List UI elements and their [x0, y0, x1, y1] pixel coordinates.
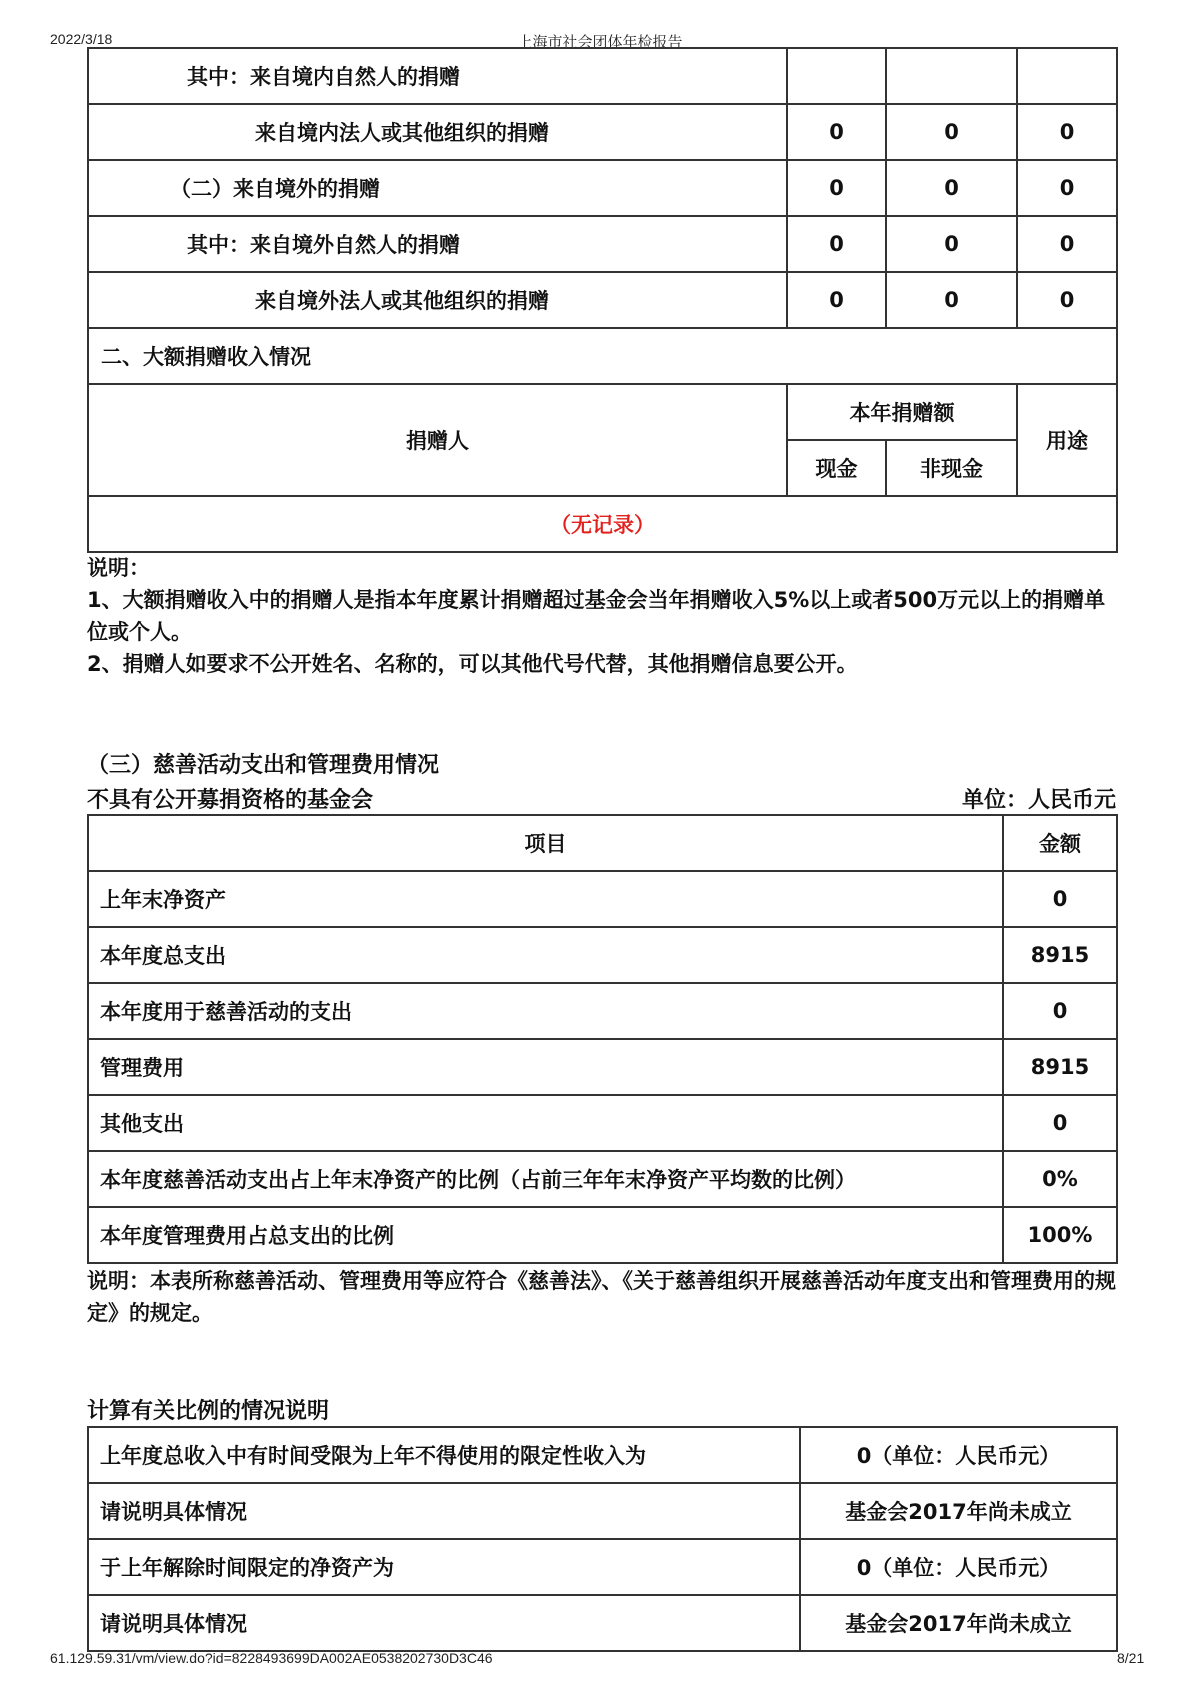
no-record-text: （无记录） [88, 496, 1117, 552]
section-header-row [88, 328, 1117, 384]
row-value: 基金会2017年尚未成立 [800, 1483, 1117, 1539]
row-label: 本年度慈善活动支出占上年末净资产的比例（占前三年年末净资产平均数的比例） [88, 1151, 1003, 1207]
row-amount: 0 [1003, 1095, 1117, 1151]
cell-value: 0 [886, 216, 1017, 272]
row-label: 本年度管理费用占总支出的比例 [88, 1207, 1003, 1263]
cell-value [1017, 48, 1117, 104]
cell-value: 0 [886, 272, 1017, 328]
cell-value: 0 [886, 104, 1017, 160]
row-value: 基金会2017年尚未成立 [800, 1595, 1117, 1651]
print-date: 2022/3/18 [50, 31, 113, 47]
row-amount: 8915 [1003, 927, 1117, 983]
header-row [88, 815, 1117, 871]
col-usage: 用途 [1017, 384, 1117, 496]
large-donation-title: 二、大额捐赠收入情况 [88, 328, 1117, 384]
cell-value: 0 [787, 216, 886, 272]
row-label: （二）来自境外的捐赠 [88, 160, 787, 216]
charity-section-subtitle: 不具有公开募捐资格的基金会 [87, 788, 374, 813]
row-label: 请说明具体情况 [88, 1595, 800, 1651]
row-amount: 8915 [1003, 1039, 1117, 1095]
col-amount: 金额 [1003, 815, 1117, 871]
charity-note: 说明：本表所称慈善活动、管理费用等应符合《慈善法》、《关于慈善组织开展慈善活动年度支出和管理费用的规定》的规定。 [87, 1269, 1116, 1325]
row-label: 上年度总收入中有时间受限为上年不得使用的限定性收入为 [88, 1427, 800, 1483]
col-year-amount: 本年捐赠额 [787, 384, 1017, 440]
cell-value: 0 [787, 104, 886, 160]
donation-notes [87, 552, 1117, 680]
cell-value: 0 [787, 160, 886, 216]
footer-url: 61.129.59.31/vm/view.do?id=8228493699DA002AE0538202730D3C46 [50, 1650, 493, 1666]
row-value: 0（单位：人民币元） [800, 1427, 1117, 1483]
col-noncash: 非现金 [886, 440, 1017, 496]
table-row [88, 871, 1117, 927]
cell-value: 0 [1017, 272, 1117, 328]
report-title: 上海市社会团体年检报告 [517, 33, 683, 51]
cell-value: 0 [1017, 160, 1117, 216]
cell-value [787, 48, 886, 104]
cell-value: 0 [787, 272, 886, 328]
row-label: 上年末净资产 [88, 871, 1003, 927]
table-row [88, 983, 1117, 1039]
row-amount: 0% [1003, 1151, 1117, 1207]
table-row [88, 104, 1117, 160]
row-amount: 100% [1003, 1207, 1117, 1263]
row-label: 请说明具体情况 [88, 1483, 800, 1539]
row-label: 于上年解除时间限定的净资产为 [88, 1539, 800, 1595]
ratio-explanation-table [87, 1426, 1118, 1652]
col-item: 项目 [88, 815, 1003, 871]
row-value: 0（单位：人民币元） [800, 1539, 1117, 1595]
table-row [88, 1039, 1117, 1095]
notes-item-1: 1、大额捐赠收入中的捐赠人是指本年度累计捐赠超过基金会当年捐赠收入5%以上或者500万元以上的捐赠单位或个人。 [87, 588, 1106, 644]
row-label: 其中：来自境外自然人的捐赠 [88, 216, 787, 272]
notes-item-2: 2、捐赠人如要求不公开姓名、名称的，可以其他代号代替，其他捐赠信息要公开。 [87, 652, 858, 676]
table-row [88, 1207, 1117, 1263]
unit-label: 单位：人民币元 [961, 788, 1116, 813]
cell-value: 0 [886, 160, 1017, 216]
row-amount: 0 [1003, 983, 1117, 1039]
table-row [88, 160, 1117, 216]
row-label: 管理费用 [88, 1039, 1003, 1095]
charity-expense-table [87, 814, 1118, 1264]
col-donor: 捐赠人 [88, 384, 787, 496]
table-row [88, 48, 1117, 104]
row-label: 来自境外法人或其他组织的捐赠 [88, 272, 787, 328]
table-row [88, 1539, 1117, 1595]
table-row [88, 1151, 1117, 1207]
row-label: 本年度总支出 [88, 927, 1003, 983]
row-amount: 0 [1003, 871, 1117, 927]
col-cash: 现金 [787, 440, 886, 496]
table-row [88, 216, 1117, 272]
cell-value: 0 [1017, 104, 1117, 160]
cell-value: 0 [1017, 216, 1117, 272]
notes-title: 说明： [87, 556, 150, 580]
header-row [88, 384, 1117, 440]
table-row [88, 1595, 1117, 1651]
charity-section-title: （三）慈善活动支出和管理费用情况 [87, 753, 440, 778]
table-row [88, 496, 1117, 552]
cell-value [886, 48, 1017, 104]
ratio-section-title: 计算有关比例的情况说明 [87, 1399, 330, 1424]
table-row [88, 1483, 1117, 1539]
table-row [88, 1095, 1117, 1151]
table-row [88, 1427, 1117, 1483]
row-label: 其中：来自境内自然人的捐赠 [88, 48, 787, 104]
donation-income-table [87, 47, 1118, 553]
row-label: 本年度用于慈善活动的支出 [88, 983, 1003, 1039]
table-row [88, 272, 1117, 328]
page-number: 8/21 [1117, 1650, 1145, 1666]
row-label: 其他支出 [88, 1095, 1003, 1151]
table-row [88, 927, 1117, 983]
row-label: 来自境内法人或其他组织的捐赠 [88, 104, 787, 160]
